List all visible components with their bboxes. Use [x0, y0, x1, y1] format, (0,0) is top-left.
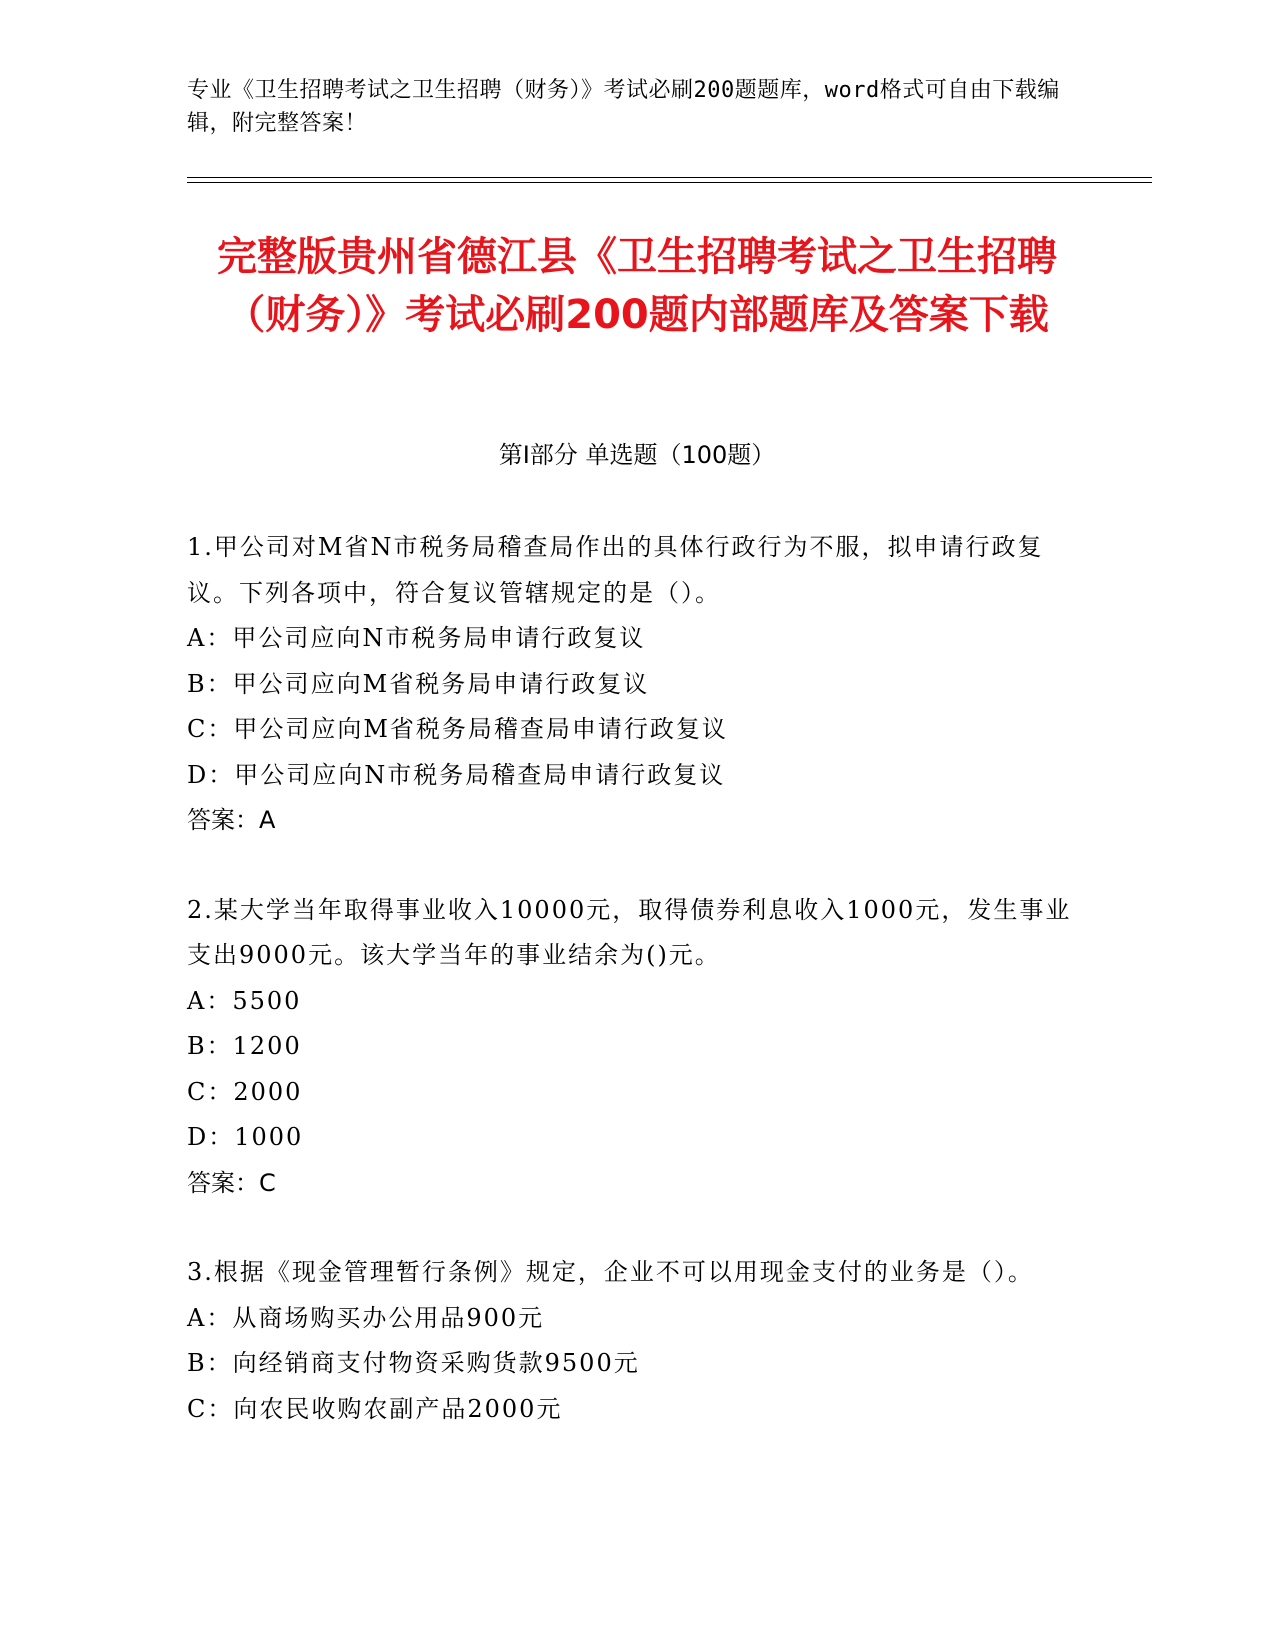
option-c: C：向农民收购农副产品2000元: [187, 1394, 563, 1423]
question-list: [187, 525, 1077, 1476]
section-title: 第Ⅰ部分 单选题（100题）: [498, 441, 776, 469]
question-stem: 3.根据《现金管理暂行条例》规定，企业不可以用现金支付的业务是（）。: [187, 1258, 1034, 1286]
question-1: [187, 525, 1077, 844]
option-c: C：甲公司应向M省税务局稽查局申请行政复议: [187, 715, 728, 743]
option-b: B：1200: [187, 1032, 302, 1060]
question-stem: 2.某大学当年取得事业收入10000元，取得债券利息收入1000元，发生事业支出9000元。该大学当年的事业结余为()元。: [187, 895, 1072, 969]
option-d: D：甲公司应向N市税务局稽查局申请行政复议: [187, 760, 726, 789]
option-b: B：甲公司应向M省税务局申请行政复议: [187, 669, 650, 698]
option-a: A：从商场购买办公用品900元: [187, 1303, 545, 1332]
option-d: D：1000: [187, 1123, 304, 1151]
header-note: 专业《卫生招聘考试之卫生招聘（财务）》考试必刷200题题库，word格式可自由下载编辑，附完整答案！: [187, 78, 1060, 136]
answer: 答案：A: [187, 806, 276, 834]
option-b: B：向经销商支付物资采购货款9500元: [187, 1349, 640, 1377]
question-stem: 1.甲公司对M省N市税务局稽查局作出的具体行政行为不服，拟申请行政复议。下列各项中，符合复议管辖规定的是（）。: [187, 533, 1044, 607]
header-divider-top: [187, 177, 1152, 178]
answer: 答案：C: [187, 1168, 276, 1197]
header-divider-bottom: [187, 182, 1152, 183]
document-title: 完整版贵州省德江县《卫生招聘考试之卫生招聘（财务）》考试必刷200题内部题库及答案下载: [217, 234, 1057, 338]
option-c: C：2000: [187, 1077, 303, 1106]
question-2: [187, 888, 1077, 1207]
option-a: A：甲公司应向N市税务局申请行政复议: [187, 624, 646, 652]
option-a: A：5500: [187, 986, 302, 1015]
question-3: [187, 1250, 1077, 1432]
